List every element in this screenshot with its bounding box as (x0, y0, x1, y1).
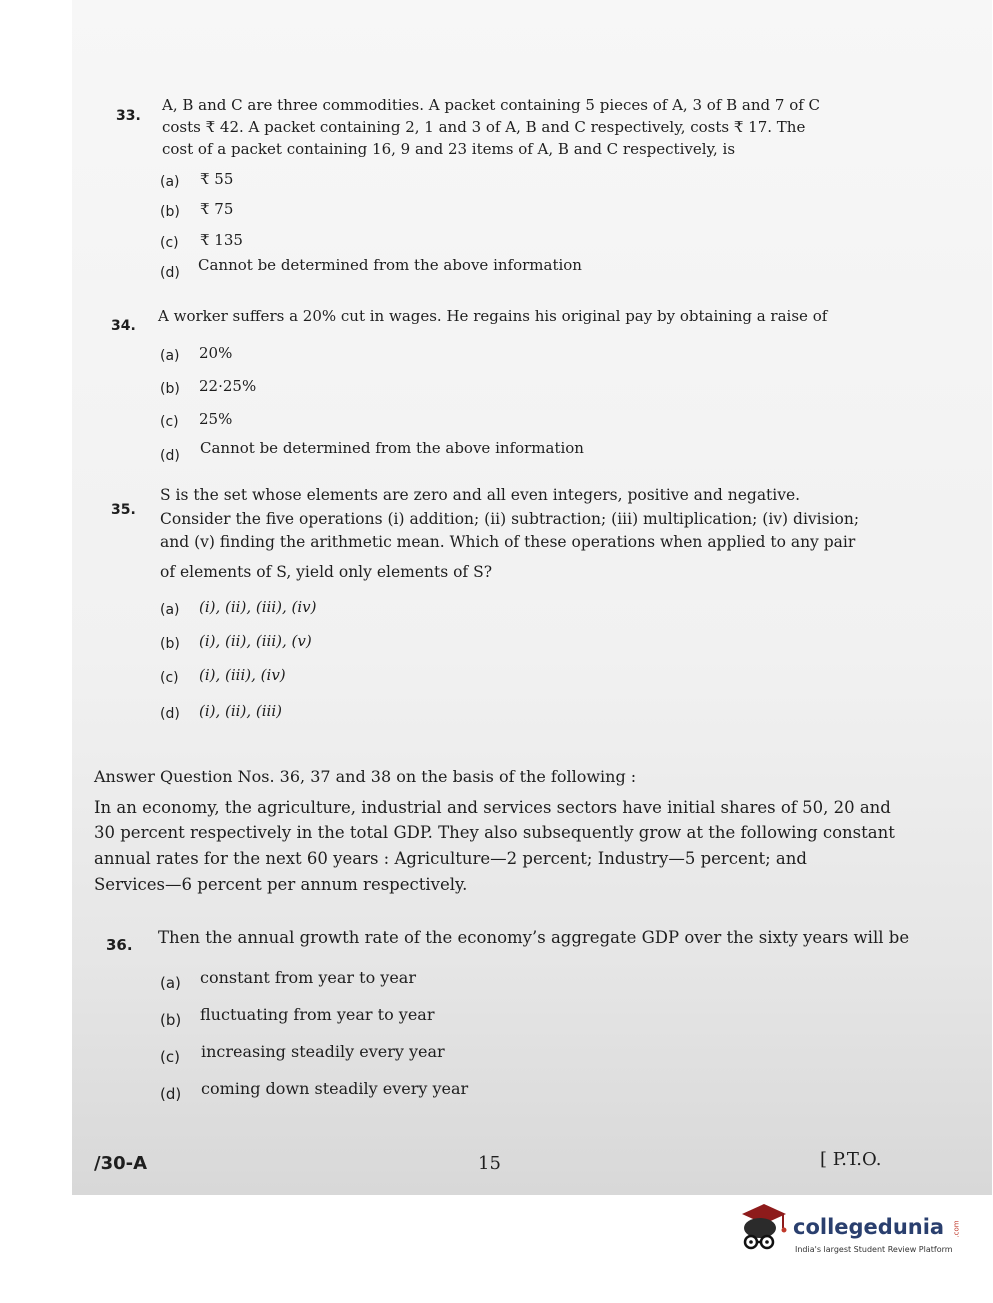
option-label: (c) (160, 670, 179, 686)
question-line: cost of a packet containing 16, 9 and 23 items of A, B and C respectively, is (162, 140, 736, 158)
passage-line: 30 percent respectively in the total GDP. They also subsequently grow at the following constant (94, 823, 895, 842)
option-text: ₹ 55 (200, 170, 234, 188)
page-number: 15 (478, 1153, 501, 1174)
option-label: (d) (160, 1085, 182, 1103)
logo-wordmark: collegedunia (793, 1215, 945, 1239)
option-text: (i), (ii), (iii) (199, 702, 282, 720)
option-text: (i), (iii), (iv) (199, 666, 286, 684)
option-text: fluctuating from year to year (200, 1005, 435, 1024)
question-line: A, B and C are three commodities. A packet containing 5 pieces of A, 3 of B and 7 of C (162, 96, 821, 114)
option-label: (a) (160, 602, 180, 618)
question-number: 35. (111, 502, 136, 518)
option-text: Cannot be determined from the above information (200, 439, 584, 457)
option-label: (d) (160, 448, 180, 464)
option-text: constant from year to year (200, 968, 416, 987)
question-number: 34. (111, 318, 136, 334)
please-turn-over: [ P.T.O. (820, 1149, 882, 1170)
question-line: S is the set whose elements are zero and all even integers, positive and negative. (160, 486, 801, 504)
option-text: coming down steadily every year (201, 1079, 469, 1098)
option-text: (i), (ii), (iii), (v) (199, 632, 312, 650)
option-text: ₹ 135 (200, 231, 243, 249)
passage-line: Services—6 percent per annum respectively. (94, 875, 468, 894)
option-label: (c) (160, 1048, 180, 1066)
logo-tagline: India's largest Student Review Platform (795, 1245, 953, 1254)
logo-suffix: .com (952, 1220, 961, 1238)
question-line: Consider the five operations (i) addition; (ii) subtraction; (iii) multiplication; (iv) division; (160, 510, 860, 528)
question-line: costs ₹ 42. A packet containing 2, 1 and 3 of A, B and C respectively, costs ₹ 17. The (162, 118, 806, 136)
passage-line: In an economy, the agriculture, industrial and services sectors have initial shares of 50, 20 and (94, 798, 891, 817)
option-label: (a) (160, 974, 181, 992)
paper-code: /30-A (94, 1153, 148, 1174)
question-line: of elements of S, yield only elements of S? (160, 563, 493, 581)
option-text: increasing steadily every year (201, 1042, 445, 1061)
option-text: (i), (ii), (iii), (iv) (199, 598, 317, 616)
question-line: and (v) finding the arithmetic mean. Which of these operations when applied to any pair (160, 533, 856, 551)
option-text: ₹ 75 (200, 200, 234, 218)
option-label: (c) (160, 414, 179, 430)
passage-intro: Answer Question Nos. 36, 37 and 38 on the basis of the following : (94, 767, 637, 786)
passage-line: annual rates for the next 60 years : Agriculture—2 percent; Industry—5 percent; and (94, 849, 807, 868)
question-text: Then the annual growth rate of the economy’s aggregate GDP over the sixty years will be (158, 928, 910, 947)
question-number: 33. (116, 108, 141, 124)
option-label: (b) (160, 204, 180, 220)
collegedunia-mascot-icon (734, 1198, 790, 1254)
option-label: (a) (160, 348, 180, 364)
option-label: (c) (160, 235, 179, 251)
option-text: 22·25% (199, 377, 257, 395)
option-text: 20% (199, 344, 233, 362)
option-label: (a) (160, 174, 180, 190)
question-line: A worker suffers a 20% cut in wages. He regains his original pay by obtaining a raise of (158, 307, 828, 325)
option-text: 25% (199, 410, 233, 428)
option-label: (b) (160, 1011, 182, 1029)
option-label: (b) (160, 636, 180, 652)
option-label: (d) (160, 706, 180, 722)
option-label: (b) (160, 381, 180, 397)
question-number: 36. (106, 936, 133, 954)
option-text: Cannot be determined from the above information (198, 256, 582, 274)
option-label: (d) (160, 265, 180, 281)
